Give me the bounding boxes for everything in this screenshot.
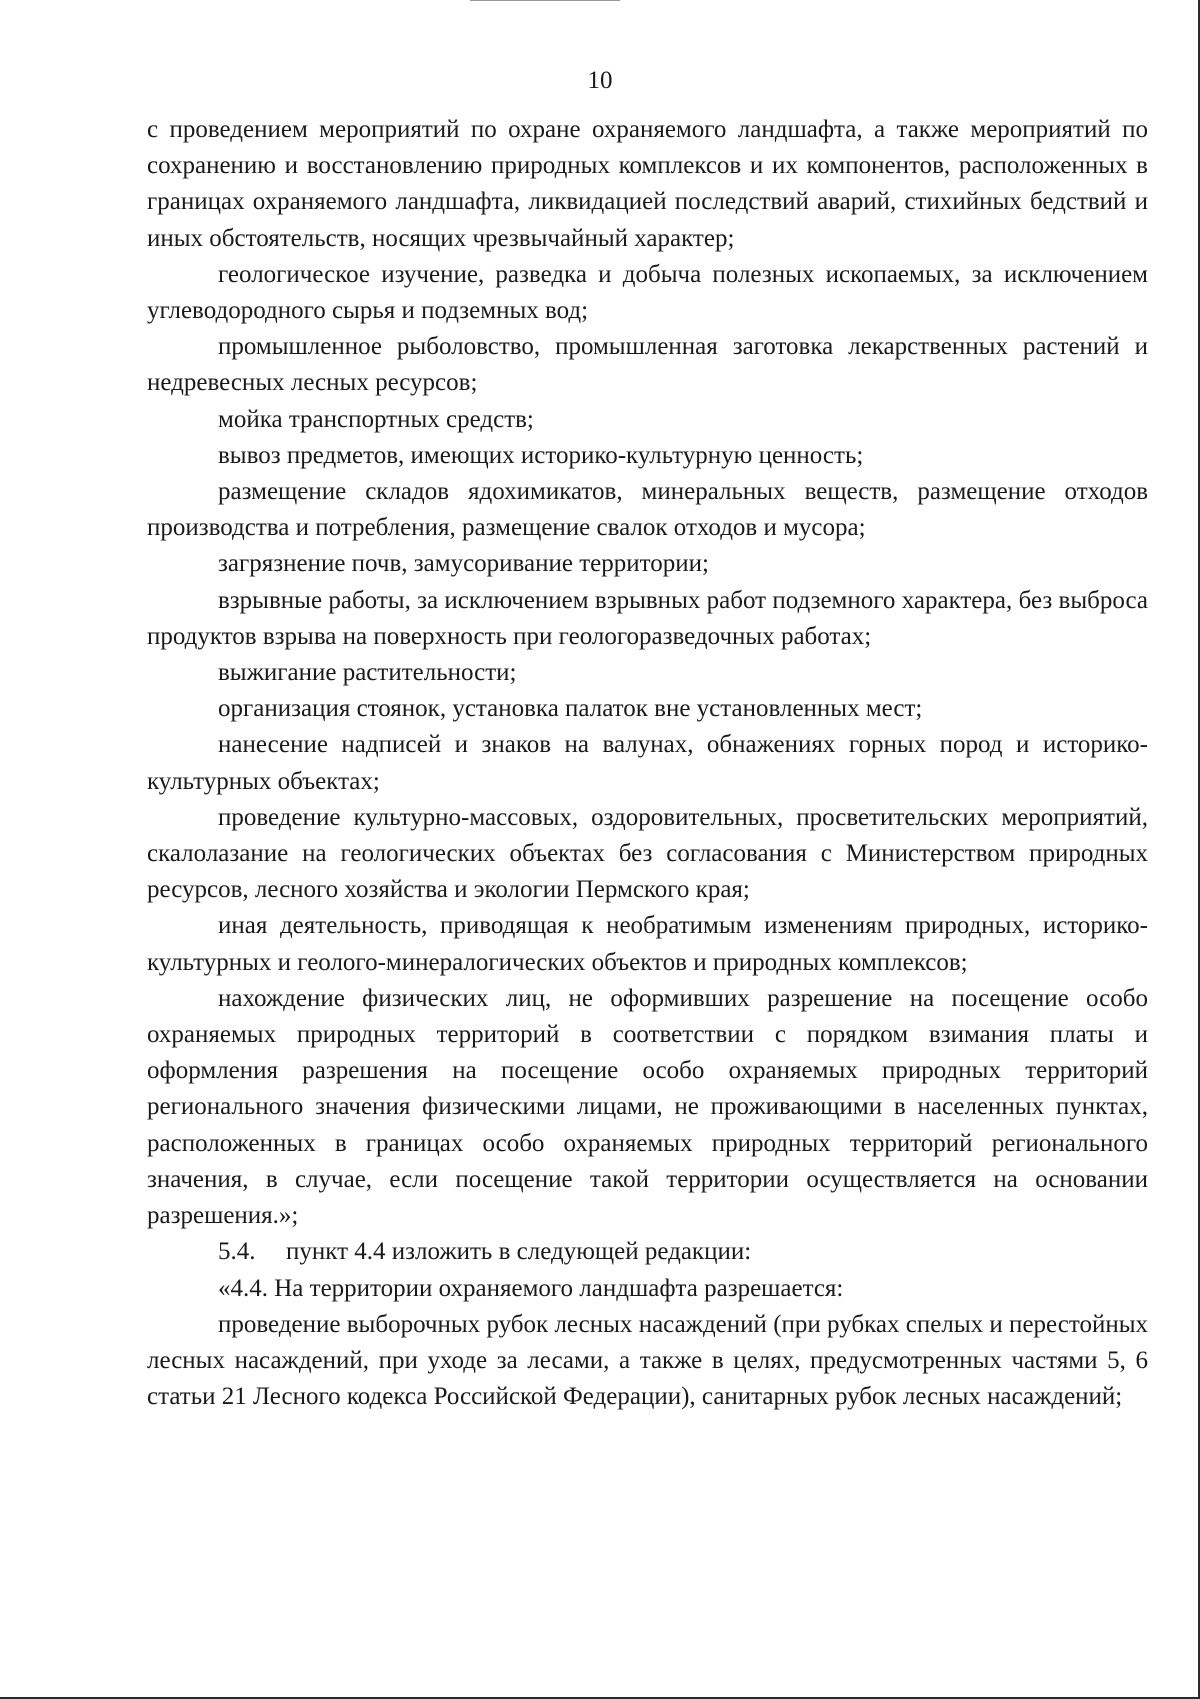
paragraph: мойка транспортных средств; <box>218 405 534 433</box>
paragraph: промышленное рыболовство, промышленная заготовка лекарственных растений и недревесных лесных ресурсов; <box>147 333 1148 397</box>
document-body <box>147 112 1148 1415</box>
paragraph: взрывные работы, за исключением взрывных работ подземного характера, без выброса продуктов взрыва на поверхность при геологоразведочных работах; <box>147 586 1148 650</box>
paragraph: геологическое изучение, разведка и добыча полезных ископаемых, за исключением углеводородного сырья и подземных вод; <box>147 260 1148 325</box>
paragraph: выжигание растительности; <box>218 659 517 687</box>
paragraph: проведение культурно-массовых, оздоровительных, просветительских мероприятий, скалолазание на геологических объектах без согласования с Министерством природных ресурсов, лесного хозяйства и экологии Пермского края; <box>147 803 1148 904</box>
paragraph: нанесение надписей и знаков на валунах, обнажениях горных пород и историко-культурных объектах; <box>147 731 1148 795</box>
amendment-point <box>147 1234 1148 1270</box>
paragraph: организация стоянок, установка палаток вне установленных мест; <box>218 695 923 723</box>
paragraph: с проведением мероприятий по охране охраняемого ландшафта, а также мероприятий по сохранению и восстановлению природных комплексов и их компонентов, расположенных в границах охраняемого ландшафта, ликвидацией последствий аварий, стихийных бедствий и иных обстоятельств, носящих чрезвычайный характер; <box>147 116 1148 252</box>
paragraph: иная деятельность, приводящая к необратимым изменениям природных, историко-культурных и геолого-минералогических объектов и природных комплексов; <box>147 912 1148 976</box>
scan-edge-top <box>470 0 620 1</box>
paragraph: размещение складов ядохимикатов, минеральных веществ, размещение отходов производства и потребления, размещение свалок отходов и мусора; <box>147 478 1148 542</box>
paragraph: нахождение физических лиц, не оформивших разрешение на посещение особо охраняемых природных территорий в соответствии с порядком взимания платы и оформления разрешения на посещение особо охраняемых природных территорий регионального значения физическими лицами, не проживающими в населенных пунктах, расположенных в границах особо охраняемых природных территорий регионального значения, в случае, если посещение такой территории осуществляется на основании разрешения.»; <box>147 984 1148 1230</box>
paragraph: «4.4. На территории охраняемого ландшафта разрешается: <box>218 1274 844 1302</box>
point-text: пункт 4.4 изложить в следующей редакции: <box>286 1238 752 1266</box>
point-number: 5.4. <box>218 1238 256 1266</box>
paragraph: загрязнение почв, замусоривание территории; <box>218 550 709 578</box>
paragraph: вывоз предметов, имеющих историко-культурную ценность; <box>218 441 864 469</box>
page-number: 10 <box>587 67 613 94</box>
paragraph: проведение выборочных рубок лесных насаждений (при рубках спелых и перестойных лесных насаждений, при уходе за лесами, а также в целях, предусмотренных частями 5, 6 статьи 21 Лесного кодекса Российской Федерации), санитарных рубок лесных насаждений; <box>147 1310 1148 1411</box>
